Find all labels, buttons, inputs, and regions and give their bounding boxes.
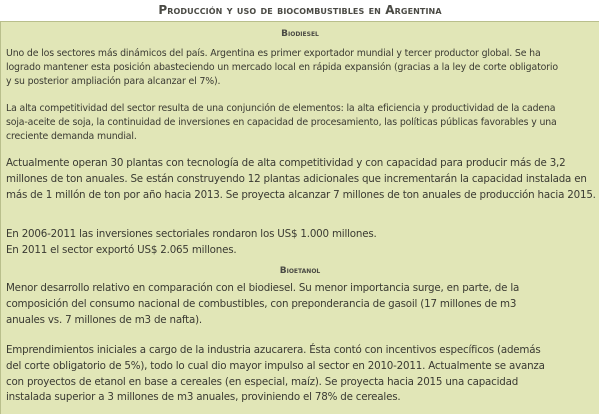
text-line: logrado mantener esta posición abasteciendo un mercado local en rápida expansión (gracias a la ley de corte obligatorio [6, 62, 558, 74]
biodiesel-paragraph-3 [6, 156, 594, 203]
text-line: Menor desarrollo relativo en comparación con el biodiesel. Su menor importancia surge, en parte, de la [6, 282, 520, 294]
text-line: composición del consumo nacional de combustibles, con preponderancia de gasoil (17 millones de m3 [6, 297, 517, 310]
text-line: Actualmente operan 30 plantas con tecnología de alta competitividad y con capacidad para producir más de 3,2 [6, 157, 566, 169]
text-line: En 2006-2011 las inversiones sectoriales rondaron los US$ 1.000 millones. [6, 228, 377, 240]
text-line: La alta competitividad del sector resulta de una conjunción de elementos: la alta eficiencia y productividad de la cadena [6, 103, 556, 114]
text-line: Emprendimientos iniciales a cargo de la industria azucarera. Ésta contó con incentivos específicos (además [6, 344, 541, 356]
biodiesel-paragraph-2 [6, 102, 594, 145]
text-line: más de 1 millón de ton por año hacia 2013. Se proyecta alcanzar 7 millones de ton anuales de producción hacia 2015. [6, 188, 596, 201]
text-line: soja-aceite de soja, la continuidad de inversiones en capacidad de procesamiento, las políticas públicas favorables y una [6, 117, 557, 129]
text-line: millones de ton anuales. Se están construyendo 12 plantas adicionales que incrementarán la capacidad instalada en [6, 172, 587, 185]
biodiesel-heading: Biodiesel [281, 29, 319, 39]
text-line: y su posterior ampliación para alcanzar el 7%). [6, 76, 221, 88]
text-line: instalada superior a 3 millones de m3 anuales, proviniendo el 78% de cereales. [6, 391, 401, 404]
text-line: del corte obligatorio de 5%), todo lo cual dio mayor impulso al sector en 2010-2011. Actualmente se avanza [6, 359, 545, 372]
biodiesel-paragraph-4 [6, 227, 594, 259]
text-line: anuales vs. 7 millones de m3 de nafta). [6, 313, 203, 326]
bioetanol-paragraph-2 [6, 343, 594, 406]
text-line: En 2011 el sector exportó US$ 2.065 millones. [6, 243, 237, 256]
text-line: con proyectos de etanol en base a cereales (en especial, maíz). Se proyecta hacia 2015 una capacidad [6, 375, 519, 388]
page-title: Producción y uso de biocombustibles en Argentina [158, 3, 442, 17]
text-line: Uno de los sectores más dinámicos del país. Argentina es primer exportador mundial y tercer productor global. Se ha [6, 48, 541, 59]
bioetanol-heading: Bioetanol [279, 266, 321, 276]
text-line: creciente demanda mundial. [6, 131, 137, 143]
bioetanol-paragraph-1 [6, 281, 594, 328]
biodiesel-paragraph-1 [6, 47, 594, 90]
